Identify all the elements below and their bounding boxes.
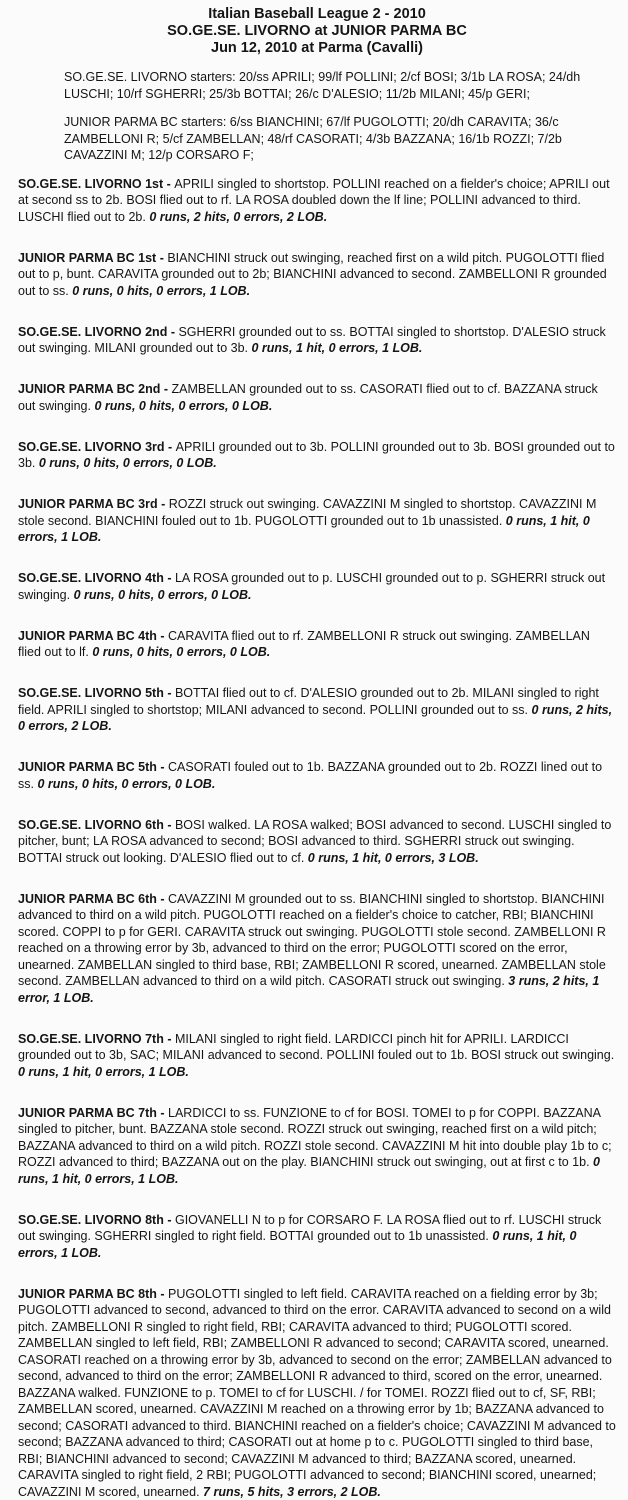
inning-summary: 0 runs, 1 hit, 0 errors, 1 LOB. [18, 1065, 189, 1079]
inning-team-label: SO.GE.SE. LIVORNO 4th [18, 571, 164, 585]
half-inning: SO.GE.SE. LIVORNO 3rd - APRILI grounded out to 3b. POLLINI grounded out to 3b. BOSI grounded out to 3b. 0 runs, 0 hits, 0 errors, 0 LOB. [18, 439, 616, 472]
inning-plays: MILANI singled to right field. LARDICCI pinch hit for APRILI. LARDICCI grounded out to 3b, SAC; MILANI advanced to second. POLLINI fouled out to 1b. BOSI struck out swinging. [18, 1032, 614, 1063]
inning-summary: 0 runs, 0 hits, 0 errors, 0 LOB. [94, 399, 272, 413]
inning-summary: 0 runs, 0 hits, 0 errors, 0 LOB. [39, 456, 217, 470]
half-inning: SO.GE.SE. LIVORNO 4th - LA ROSA grounded out to p. LUSCHI grounded out to p. SGHERRI struck out swinging. 0 runs, 0 hits, 0 errors, 0 LOB. [18, 570, 616, 603]
inning-team-label: SO.GE.SE. LIVORNO 2nd [18, 325, 167, 339]
inning-summary: 0 runs, 0 hits, 0 errors, 1 LOB. [72, 284, 250, 298]
inning-plays: ZAMBELLAN grounded out to ss. CASORATI flied out to cf. BAZZANA struck out swinging. [18, 382, 598, 413]
half-inning: SO.GE.SE. LIVORNO 6th - BOSI walked. LA ROSA walked; BOSI advanced to second. LUSCHI singled to pitcher, bunt; LA ROSA advanced to second; BOSI advanced to third. SGHERRI struck out swinging. BOTTAI struck out looking. D'ALESIO flied out to cf. 0 runs, 1 hit, 0 errors, 3 LOB. [18, 817, 616, 867]
half-inning: JUNIOR PARMA BC 1st - BIANCHINI struck out swinging, reached first on a wild pitch. PUGOLOTTI flied out to p, bunt. CARAVITA grounded out to 2b; BIANCHINI advanced to second. ZAMBELLONI R grounded out to ss. 0 runs, 0 hits, 0 errors, 1 LOB. [18, 250, 616, 300]
inning-summary: 7 runs, 5 hits, 3 errors, 2 LOB. [203, 1485, 381, 1499]
league-title: Italian Baseball League 2 - 2010 [18, 6, 616, 23]
inning-summary: 0 runs, 2 hits, 0 errors, 2 LOB. [149, 210, 327, 224]
inning-team-label: JUNIOR PARMA BC 6th [18, 892, 157, 906]
inning-plays: ROZZI struck out swinging. CAVAZZINI M singled to shortstop. CAVAZZINI M stole second. BIANCHINI fouled out to 1b. PUGOLOTTI grounded out to 1b unassisted. [18, 497, 596, 528]
inning-team-label: SO.GE.SE. LIVORNO 8th [18, 1213, 164, 1227]
inning-plays: BOSI walked. LA ROSA walked; BOSI advanced to second. LUSCHI singled to pitcher, bunt; LA ROSA advanced to second; BOSI advanced to third. SGHERRI struck out swinging. BOTTAI struck out looking. D'ALESIO flied out to cf. [18, 818, 611, 865]
inning-summary: 0 runs, 1 hit, 0 errors, 3 LOB. [308, 851, 479, 865]
half-inning: SO.GE.SE. LIVORNO 2nd - SGHERRI grounded out to ss. BOTTAI singled to shortstop. D'ALESIO struck out swinging. MILANI grounded out to 3b. 0 runs, 1 hit, 0 errors, 1 LOB. [18, 324, 616, 357]
inning-plays: SGHERRI grounded out to ss. BOTTAI singled to shortstop. D'ALESIO struck out swinging. MILANI grounded out to 3b. [18, 325, 606, 356]
half-inning: JUNIOR PARMA BC 5th - CASORATI fouled out to 1b. BAZZANA grounded out to 2b. ROZZI lined out to ss. 0 runs, 0 hits, 0 errors, 0 LOB. [18, 759, 616, 792]
inning-plays: LA ROSA grounded out to p. LUSCHI grounded out to p. SGHERRI struck out swinging. [18, 571, 605, 602]
inning-plays: APRILI singled to shortstop. POLLINI reached on a fielder's choice; APRILI out at second ss to 2b. BOSI flied out to rf. LA ROSA doubled down the lf line; POLLINI advanced to third. LUSCHI flied out to 2b. [18, 177, 610, 224]
half-inning: JUNIOR PARMA BC 6th - CAVAZZINI M grounded out to ss. BIANCHINI singled to shortstop. BIANCHINI advanced to third on a wild pitch. PUGOLOTTI reached on a fielder's choice to catcher, RBI; BIANCHINI scored. COPPI to p for GERI. CARAVITA struck out swinging. PUGOLOTTI stole second. ZAMBELLONI R reached on a throwing error by 3b, advanced to third on the error; PUGOLOTTI scored on the error, unearned. ZAMBELLAN singled to third base, RBI; ZAMBELLONI R scored, unearned. ZAMBELLAN stole second. ZAMBELLAN advanced to third on a wild pitch. CASORATI struck out swinging. 3 runs, 2 hits, 1 error, 1 LOB. [18, 891, 616, 1007]
half-inning: JUNIOR PARMA BC 3rd - ROZZI struck out swinging. CAVAZZINI M singled to shortstop. CAVAZZINI M stole second. BIANCHINI fouled out to 1b. PUGOLOTTI grounded out to 1b unassisted. 0 runs, 1 hit, 0 errors, 1 LOB. [18, 496, 616, 546]
inning-team-label: SO.GE.SE. LIVORNO 6th [18, 818, 164, 832]
home-starters: JUNIOR PARMA BC starters: 6/ss BIANCHINI; 67/lf PUGOLOTTI; 20/dh CARAVITA; 36/c ZAMBELLONI R; 5/cf ZAMBELLAN; 48/rf CASORATI; 4/3b BAZZANA; 16/1b ROZZI; 7/2b CAVAZZINI M; 12/p CORSARO F; [64, 114, 596, 164]
half-inning: JUNIOR PARMA BC 7th - LARDICCI to ss. FUNZIONE to cf for BOSI. TOMEI to p for COPPI. BAZZANA singled to pitcher, bunt. BAZZANA stole second. ROZZI struck out swinging, reached first on a wild pitch; BAZZANA advanced to third on a wild pitch. ROZZI stole second. CAVAZZINI M hit into double play 1b to c; ROZZI advanced to third; BAZZANA out on the play. BIANCHINI struck out swinging, out at first c to 1b. 0 runs, 1 hit, 0 errors, 1 LOB. [18, 1105, 616, 1188]
inning-summary: 0 runs, 1 hit, 0 errors, 1 LOB. [18, 1229, 576, 1260]
inning-plays: PUGOLOTTI singled to left field. CARAVITA reached on a fielding error by 3b; PUGOLOTTI advanced to second, advanced to third on the error. CARAVITA advanced to second on a wild pitch. ZAMBELLONI R singled to right field, RBI; CARAVITA advanced to third; PUGOLOTTI scored. ZAMBELLAN singled to left field, RBI; ZAMBELLONI R advanced to second; CARAVITA scored, unearned. CASORATI reached on a throwing error by 3b, advanced to second on the error; ZAMBELLAN advanced to second, advanced to third on the error; ZAMBELLONI R advanced to third, scored on the error, unearned. BAZZANA walked. FUNZIONE to p. TOMEI to cf for LUSCHI. / for TOMEI. ROZZI flied out to cf, SF, RBI; ZAMBELLAN scored, unearned. CAVAZZINI M reached on a throwing error by 1b; BAZZANA advanced to second; CASORATI advanced to third. BIANCHINI reached on a fielder's choice; CAVAZZINI M advanced to second; BAZZANA advanced to third; CASORATI out at home p to c. PUGOLOTTI singled to third base, RBI; BIANCHINI advanced to second; CAVAZZINI M advanced to third; BAZZANA scored, unearned. CARAVITA singled to right field, 2 RBI; PUGOLOTTI advanced to second; BIANCHINI scored, unearned; CAVAZZINI M scored, unearned. [18, 1287, 616, 1499]
inning-summary: 0 runs, 2 hits, 0 errors, 2 LOB. [18, 703, 612, 734]
inning-summary: 0 runs, 0 hits, 0 errors, 0 LOB. [74, 588, 252, 602]
half-inning: SO.GE.SE. LIVORNO 1st - APRILI singled to shortstop. POLLINI reached on a fielder's choice; APRILI out at second ss to 2b. BOSI flied out to rf. LA ROSA doubled down the lf line; POLLINI advanced to third. LUSCHI flied out to 2b. 0 runs, 2 hits, 0 errors, 2 LOB. [18, 176, 616, 226]
inning-plays: APRILI grounded out to 3b. POLLINI grounded out to 3b. BOSI grounded out to 3b. [18, 440, 615, 471]
date-venue: Jun 12, 2010 at Parma (Cavalli) [18, 40, 616, 57]
inning-team-label: SO.GE.SE. LIVORNO 7th [18, 1032, 164, 1046]
inning-plays: CARAVITA flied out to rf. ZAMBELLONI R struck out swinging. ZAMBELLAN flied out to lf. [18, 629, 590, 660]
inning-plays: LARDICCI to ss. FUNZIONE to cf for BOSI. TOMEI to p for COPPI. BAZZANA singled to pitcher, bunt. BAZZANA stole second. ROZZI struck out swinging, reached first on a wild pitch; BAZZANA advanced to third on a wild pitch. ROZZI stole second. CAVAZZINI M hit into double play 1b to c; ROZZI advanced to third; BAZZANA out on the play. BIANCHINI struck out swinging, out at first c to 1b. [18, 1106, 612, 1170]
inning-team-label: JUNIOR PARMA BC 1st [18, 251, 156, 265]
inning-plays: BIANCHINI struck out swinging, reached first on a wild pitch. PUGOLOTTI flied out to p, bunt. CARAVITA grounded out to 2b; BIANCHINI advanced to second. ZAMBELLONI R grounded out to ss. [18, 251, 607, 298]
half-inning: SO.GE.SE. LIVORNO 8th - GIOVANELLI N to p for CORSARO F. LA ROSA flied out to rf. LUSCHI struck out swinging. SGHERRI singled to right field. BOTTAI grounded out to 1b unassisted. 0 runs, 1 hit, 0 errors, 1 LOB. [18, 1212, 616, 1262]
starters-section [64, 69, 596, 164]
inning-summary: 3 runs, 2 hits, 1 error, 1 LOB. [18, 974, 599, 1005]
inning-team-label: JUNIOR PARMA BC 5th [18, 760, 157, 774]
inning-plays: BOTTAI flied out to cf. D'ALESIO grounded out to 2b. MILANI singled to right field. APRILI singled to shortstop; MILANI advanced to second. POLLINI grounded out to ss. [18, 686, 599, 717]
half-inning: SO.GE.SE. LIVORNO 7th - MILANI singled to right field. LARDICCI pinch hit for APRILI. LARDICCI grounded out to 3b, SAC; MILANI advanced to second. POLLINI fouled out to 1b. BOSI struck out swinging. 0 runs, 1 hit, 0 errors, 1 LOB. [18, 1031, 616, 1081]
inning-plays: CASORATI fouled out to 1b. BAZZANA grounded out to 2b. ROZZI lined out to ss. [18, 760, 602, 791]
inning-plays: CAVAZZINI M grounded out to ss. BIANCHINI singled to shortstop. BIANCHINI advanced to third on a wild pitch. PUGOLOTTI reached on a fielder's choice to catcher, RBI; BIANCHINI scored. COPPI to p for GERI. CARAVITA struck out swinging. PUGOLOTTI stole second. ZAMBELLONI R reached on a throwing error by 3b, advanced to third on the error; PUGOLOTTI scored on the error, unearned. ZAMBELLAN singled to third base, RBI; ZAMBELLONI R scored, unearned. ZAMBELLAN stole second. ZAMBELLAN advanced to third on a wild pitch. CASORATI struck out swinging. [18, 892, 606, 989]
document-header [18, 6, 616, 57]
half-inning: JUNIOR PARMA BC 4th - CARAVITA flied out to rf. ZAMBELLONI R struck out swinging. ZAMBELLAN flied out to lf. 0 runs, 0 hits, 0 errors, 0 LOB. [18, 628, 616, 661]
half-inning: JUNIOR PARMA BC 8th - PUGOLOTTI singled to left field. CARAVITA reached on a fielding error by 3b; PUGOLOTTI advanced to second, advanced to third on the error. CARAVITA advanced to second on a wild pitch. ZAMBELLONI R singled to right field, RBI; CARAVITA advanced to third; PUGOLOTTI scored. ZAMBELLAN singled to left field, RBI; ZAMBELLONI R advanced to second; CARAVITA scored, unearned. CASORATI reached on a throwing error by 3b, advanced to second on the error; ZAMBELLAN advanced to second, advanced to third on the error; ZAMBELLONI R advanced to third, scored on the error, unearned. BAZZANA walked. FUNZIONE to p. TOMEI to cf for LUSCHI. / for TOMEI. ROZZI flied out to cf, SF, RBI; ZAMBELLAN scored, unearned. CAVAZZINI M reached on a throwing error by 1b; BAZZANA advanced to second; CASORATI advanced to third. BIANCHINI reached on a fielder's choice; CAVAZZINI M advanced to second; BAZZANA advanced to third; CASORATI out at home p to c. PUGOLOTTI singled to third base, RBI; BIANCHINI advanced to second; CAVAZZINI M advanced to third; BAZZANA scored, unearned. CARAVITA singled to right field, 2 RBI; PUGOLOTTI advanced to second; BIANCHINI scored, unearned; CAVAZZINI M scored, unearned. 7 runs, 5 hits, 3 errors, 2 LOB. [18, 1286, 616, 1500]
inning-summary: 0 runs, 1 hit, 0 errors, 1 LOB. [252, 341, 423, 355]
inning-team-label: SO.GE.SE. LIVORNO 5th [18, 686, 164, 700]
away-starters: SO.GE.SE. LIVORNO starters: 20/ss APRILI; 99/lf POLLINI; 2/cf BOSI; 3/1b LA ROSA; 24/dh LUSCHI; 10/rf SGHERRI; 25/3b BOTTAI; 26/c D'ALESIO; 11/2b MILANI; 45/p GERI; [64, 69, 596, 102]
inning-team-label: SO.GE.SE. LIVORNO 1st [18, 177, 163, 191]
matchup-title: SO.GE.SE. LIVORNO at JUNIOR PARMA BC [18, 23, 616, 40]
inning-team-label: JUNIOR PARMA BC 2nd [18, 382, 160, 396]
half-inning: JUNIOR PARMA BC 2nd - ZAMBELLAN grounded out to ss. CASORATI flied out to cf. BAZZANA struck out swinging. 0 runs, 0 hits, 0 errors, 0 LOB. [18, 381, 616, 414]
inning-plays: GIOVANELLI N to p for CORSARO F. LA ROSA flied out to rf. LUSCHI struck out swinging. SGHERRI singled to right field. BOTTAI grounded out to 1b unassisted. [18, 1213, 601, 1244]
inning-summary: 0 runs, 1 hit, 0 errors, 1 LOB. [18, 1155, 600, 1186]
inning-team-label: SO.GE.SE. LIVORNO 3rd [18, 440, 165, 454]
inning-summary: 0 runs, 0 hits, 0 errors, 0 LOB. [37, 777, 215, 791]
inning-summary: 0 runs, 1 hit, 0 errors, 1 LOB. [18, 514, 590, 545]
inning-team-label: JUNIOR PARMA BC 8th [18, 1287, 157, 1301]
inning-summary: 0 runs, 0 hits, 0 errors, 0 LOB. [92, 645, 270, 659]
inning-team-label: JUNIOR PARMA BC 7th [18, 1106, 157, 1120]
inning-team-label: JUNIOR PARMA BC 4th [18, 629, 157, 643]
play-by-play [18, 176, 616, 1500]
half-inning: SO.GE.SE. LIVORNO 5th - BOTTAI flied out to cf. D'ALESIO grounded out to 2b. MILANI singled to right field. APRILI singled to shortstop; MILANI advanced to second. POLLINI grounded out to ss. 0 runs, 2 hits, 0 errors, 2 LOB. [18, 685, 616, 735]
inning-team-label: JUNIOR PARMA BC 3rd [18, 497, 158, 511]
